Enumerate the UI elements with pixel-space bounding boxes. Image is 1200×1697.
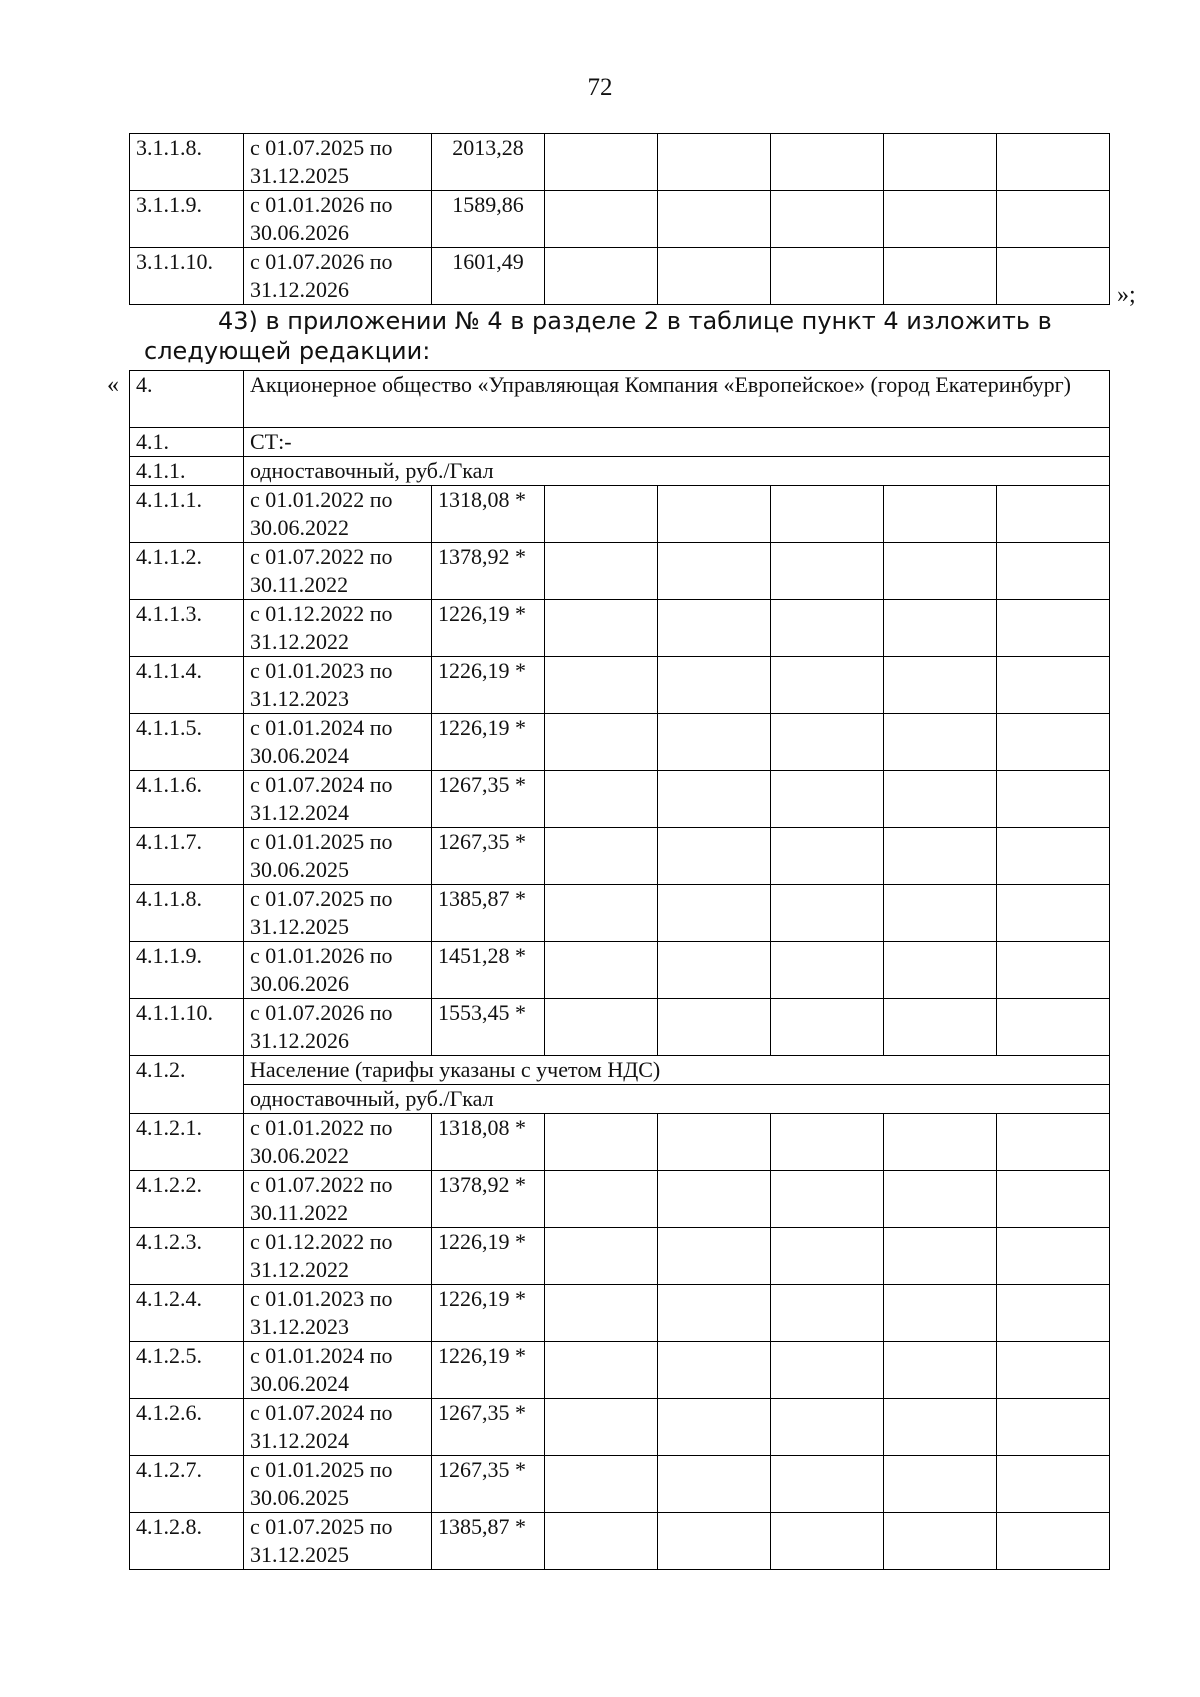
empty-cell bbox=[658, 1342, 771, 1399]
empty-cell bbox=[545, 1114, 658, 1171]
empty-cell bbox=[545, 1399, 658, 1456]
empty-cell bbox=[771, 134, 884, 191]
row-code: 4.1.1.10. bbox=[130, 999, 244, 1056]
subsection-row bbox=[130, 1085, 1110, 1114]
subsection-label: одноставочный, руб./Гкал bbox=[244, 1085, 1110, 1114]
empty-cell bbox=[997, 1114, 1110, 1171]
row-code: 3.1.1.8. bbox=[130, 134, 244, 191]
row-code: 4.1.1.2. bbox=[130, 543, 244, 600]
empty-cell bbox=[884, 248, 997, 305]
empty-cell bbox=[545, 1342, 658, 1399]
empty-cell bbox=[658, 600, 771, 657]
empty-cell bbox=[545, 828, 658, 885]
empty-cell bbox=[884, 771, 997, 828]
subsection-row bbox=[130, 457, 1110, 486]
row-value: 1226,19 * bbox=[432, 1285, 545, 1342]
row-period: с 01.07.2025 по 31.12.2025 bbox=[244, 1513, 432, 1570]
empty-cell bbox=[997, 885, 1110, 942]
empty-cell bbox=[884, 1285, 997, 1342]
tariff-row bbox=[130, 486, 1110, 543]
empty-cell bbox=[884, 1342, 997, 1399]
row-period: с 01.01.2022 по 30.06.2022 bbox=[244, 486, 432, 543]
amendment-paragraph: 43) в приложении № 4 в разделе 2 в таблице пункт 4 изложить в следующей редакции: bbox=[144, 307, 1052, 365]
subsection-row bbox=[130, 428, 1110, 457]
empty-cell bbox=[997, 1342, 1110, 1399]
row-code: 4.1.2.4. bbox=[130, 1285, 244, 1342]
empty-cell bbox=[884, 191, 997, 248]
empty-cell bbox=[884, 1228, 997, 1285]
row-value: 1226,19 * bbox=[432, 1228, 545, 1285]
empty-cell bbox=[771, 486, 884, 543]
row-value: 1385,87 * bbox=[432, 1513, 545, 1570]
subsection-code: 4.1.2. bbox=[130, 1056, 244, 1114]
tariff-table-item-4 bbox=[129, 370, 1110, 1570]
empty-cell bbox=[771, 828, 884, 885]
row-code: 4.1.2.8. bbox=[130, 1513, 244, 1570]
empty-cell bbox=[771, 1171, 884, 1228]
empty-cell bbox=[545, 191, 658, 248]
empty-cell bbox=[658, 543, 771, 600]
empty-cell bbox=[545, 885, 658, 942]
empty-cell bbox=[997, 1228, 1110, 1285]
empty-cell bbox=[658, 999, 771, 1056]
empty-cell bbox=[884, 1171, 997, 1228]
row-value: 1378,92 * bbox=[432, 1171, 545, 1228]
row-code: 4.1.1.7. bbox=[130, 828, 244, 885]
empty-cell bbox=[997, 828, 1110, 885]
empty-cell bbox=[545, 1171, 658, 1228]
tariff-row bbox=[130, 1171, 1110, 1228]
row-period: с 01.01.2023 по 31.12.2023 bbox=[244, 1285, 432, 1342]
empty-cell bbox=[997, 657, 1110, 714]
empty-cell bbox=[997, 1513, 1110, 1570]
empty-cell bbox=[658, 191, 771, 248]
empty-cell bbox=[997, 134, 1110, 191]
row-period: с 01.07.2024 по 31.12.2024 bbox=[244, 1399, 432, 1456]
row-period: с 01.07.2026 по 31.12.2026 bbox=[244, 248, 432, 305]
tariff-row bbox=[130, 191, 1110, 248]
empty-cell bbox=[545, 1228, 658, 1285]
tariff-row bbox=[130, 942, 1110, 999]
row-value: 1267,35 * bbox=[432, 771, 545, 828]
tariff-row bbox=[130, 1285, 1110, 1342]
empty-cell bbox=[771, 1513, 884, 1570]
row-value: 1553,45 * bbox=[432, 999, 545, 1056]
section-header-row bbox=[130, 371, 1110, 428]
empty-cell bbox=[545, 1285, 658, 1342]
row-code: 4.1.2.6. bbox=[130, 1399, 244, 1456]
row-period: с 01.07.2024 по 31.12.2024 bbox=[244, 771, 432, 828]
tariff-row bbox=[130, 714, 1110, 771]
row-period: с 01.01.2024 по 30.06.2024 bbox=[244, 1342, 432, 1399]
subsection-label: Население (тарифы указаны с учетом НДС) bbox=[244, 1056, 1110, 1085]
empty-cell bbox=[658, 657, 771, 714]
row-period: с 01.07.2026 по 31.12.2026 bbox=[244, 999, 432, 1056]
row-value: 1378,92 * bbox=[432, 543, 545, 600]
row-code: 4.1.2.3. bbox=[130, 1228, 244, 1285]
empty-cell bbox=[658, 942, 771, 999]
empty-cell bbox=[997, 543, 1110, 600]
row-code: 4.1.1.6. bbox=[130, 771, 244, 828]
row-code: 4.1.1.8. bbox=[130, 885, 244, 942]
row-code: 4.1.2.5. bbox=[130, 1342, 244, 1399]
row-code: 4.1.1.9. bbox=[130, 942, 244, 999]
empty-cell bbox=[771, 600, 884, 657]
row-value: 1267,35 * bbox=[432, 1399, 545, 1456]
empty-cell bbox=[771, 543, 884, 600]
empty-cell bbox=[771, 1399, 884, 1456]
empty-cell bbox=[884, 134, 997, 191]
empty-cell bbox=[771, 191, 884, 248]
empty-cell bbox=[884, 1114, 997, 1171]
row-period: с 01.07.2022 по 30.11.2022 bbox=[244, 1171, 432, 1228]
row-period: с 01.01.2022 по 30.06.2022 bbox=[244, 1114, 432, 1171]
empty-cell bbox=[997, 248, 1110, 305]
subsection-row bbox=[130, 1056, 1110, 1085]
empty-cell bbox=[771, 1456, 884, 1513]
empty-cell bbox=[545, 657, 658, 714]
row-code: 4.1.2.2. bbox=[130, 1171, 244, 1228]
empty-cell bbox=[658, 771, 771, 828]
empty-cell bbox=[658, 1513, 771, 1570]
empty-cell bbox=[545, 771, 658, 828]
empty-cell bbox=[771, 942, 884, 999]
empty-cell bbox=[658, 134, 771, 191]
row-period: с 01.01.2025 по 30.06.2025 bbox=[244, 1456, 432, 1513]
empty-cell bbox=[545, 999, 658, 1056]
empty-cell bbox=[997, 999, 1110, 1056]
empty-cell bbox=[771, 714, 884, 771]
tariff-row bbox=[130, 1456, 1110, 1513]
tariff-row bbox=[130, 1513, 1110, 1570]
tariff-table-continued bbox=[129, 133, 1110, 305]
empty-cell bbox=[658, 714, 771, 771]
row-value: 1601,49 bbox=[432, 248, 545, 305]
tariff-row bbox=[130, 1399, 1110, 1456]
row-period: с 01.01.2023 по 31.12.2023 bbox=[244, 657, 432, 714]
empty-cell bbox=[545, 248, 658, 305]
row-code: 3.1.1.10. bbox=[130, 248, 244, 305]
row-code: 4.1.2.1. bbox=[130, 1114, 244, 1171]
empty-cell bbox=[545, 1513, 658, 1570]
empty-cell bbox=[884, 828, 997, 885]
empty-cell bbox=[658, 1228, 771, 1285]
empty-cell bbox=[997, 600, 1110, 657]
empty-cell bbox=[545, 486, 658, 543]
row-value: 1318,08 * bbox=[432, 486, 545, 543]
row-code: 3.1.1.9. bbox=[130, 191, 244, 248]
row-value: 1226,19 * bbox=[432, 714, 545, 771]
empty-cell bbox=[771, 1285, 884, 1342]
empty-cell bbox=[545, 942, 658, 999]
tariff-row bbox=[130, 1114, 1110, 1171]
tariff-row bbox=[130, 1342, 1110, 1399]
page-number: 72 bbox=[587, 74, 613, 101]
row-period: с 01.01.2024 по 30.06.2024 bbox=[244, 714, 432, 771]
empty-cell bbox=[997, 1456, 1110, 1513]
empty-cell bbox=[658, 486, 771, 543]
row-period: с 01.01.2025 по 30.06.2025 bbox=[244, 828, 432, 885]
subsection-label: СТ:- bbox=[244, 428, 1110, 457]
empty-cell bbox=[884, 885, 997, 942]
tariff-row bbox=[130, 657, 1110, 714]
empty-cell bbox=[771, 999, 884, 1056]
tariff-row bbox=[130, 1228, 1110, 1285]
row-value: 2013,28 bbox=[432, 134, 545, 191]
empty-cell bbox=[884, 1513, 997, 1570]
empty-cell bbox=[997, 1399, 1110, 1456]
empty-cell bbox=[997, 1171, 1110, 1228]
row-value: 1385,87 * bbox=[432, 885, 545, 942]
empty-cell bbox=[997, 714, 1110, 771]
empty-cell bbox=[997, 771, 1110, 828]
row-code: 4.1.2.7. bbox=[130, 1456, 244, 1513]
row-period: с 01.01.2026 по 30.06.2026 bbox=[244, 942, 432, 999]
row-value: 1451,28 * bbox=[432, 942, 545, 999]
empty-cell bbox=[997, 486, 1110, 543]
row-period: с 01.12.2022 по 31.12.2022 bbox=[244, 1228, 432, 1285]
row-value: 1267,35 * bbox=[432, 828, 545, 885]
subsection-label: одноставочный, руб./Гкал bbox=[244, 457, 1110, 486]
empty-cell bbox=[884, 1456, 997, 1513]
row-value: 1267,35 * bbox=[432, 1456, 545, 1513]
empty-cell bbox=[658, 1285, 771, 1342]
empty-cell bbox=[545, 134, 658, 191]
row-code: 4.1.1.3. bbox=[130, 600, 244, 657]
empty-cell bbox=[771, 248, 884, 305]
tariff-row bbox=[130, 999, 1110, 1056]
empty-cell bbox=[545, 600, 658, 657]
empty-cell bbox=[884, 714, 997, 771]
empty-cell bbox=[997, 1285, 1110, 1342]
empty-cell bbox=[997, 191, 1110, 248]
tariff-row bbox=[130, 885, 1110, 942]
empty-cell bbox=[884, 600, 997, 657]
row-value: 1226,19 * bbox=[432, 657, 545, 714]
empty-cell bbox=[658, 1456, 771, 1513]
empty-cell bbox=[884, 543, 997, 600]
empty-cell bbox=[658, 1171, 771, 1228]
tariff-row bbox=[130, 543, 1110, 600]
row-code: 4.1.1.5. bbox=[130, 714, 244, 771]
row-period: с 01.07.2025 по 31.12.2025 bbox=[244, 885, 432, 942]
empty-cell bbox=[884, 486, 997, 543]
empty-cell bbox=[658, 248, 771, 305]
empty-cell bbox=[545, 1456, 658, 1513]
empty-cell bbox=[545, 714, 658, 771]
empty-cell bbox=[771, 657, 884, 714]
empty-cell bbox=[884, 657, 997, 714]
empty-cell bbox=[658, 1399, 771, 1456]
subsection-code: 4.1. bbox=[130, 428, 244, 457]
tariff-row bbox=[130, 600, 1110, 657]
empty-cell bbox=[884, 999, 997, 1056]
empty-cell bbox=[658, 1114, 771, 1171]
empty-cell bbox=[771, 771, 884, 828]
empty-cell bbox=[771, 1114, 884, 1171]
closing-quote-mark: »; bbox=[1117, 282, 1136, 308]
row-code: 4.1.1.4. bbox=[130, 657, 244, 714]
row-period: с 01.07.2025 по 31.12.2025 bbox=[244, 134, 432, 191]
empty-cell bbox=[884, 1399, 997, 1456]
tariff-row bbox=[130, 771, 1110, 828]
empty-cell bbox=[658, 885, 771, 942]
row-period: с 01.12.2022 по 31.12.2022 bbox=[244, 600, 432, 657]
empty-cell bbox=[771, 885, 884, 942]
empty-cell bbox=[545, 543, 658, 600]
tariff-row bbox=[130, 134, 1110, 191]
empty-cell bbox=[771, 1228, 884, 1285]
row-code: 4.1.1.1. bbox=[130, 486, 244, 543]
empty-cell bbox=[884, 942, 997, 999]
row-value: 1226,19 * bbox=[432, 1342, 545, 1399]
organization-name: Акционерное общество «Управляющая Компания «Европейское» (город Екатеринбург) bbox=[244, 371, 1110, 428]
row-value: 1589,86 bbox=[432, 191, 545, 248]
tariff-row bbox=[130, 248, 1110, 305]
row-value: 1226,19 * bbox=[432, 600, 545, 657]
tariff-row bbox=[130, 828, 1110, 885]
row-value: 1318,08 * bbox=[432, 1114, 545, 1171]
row-period: с 01.07.2022 по 30.11.2022 bbox=[244, 543, 432, 600]
subsection-code: 4.1.1. bbox=[130, 457, 244, 486]
section-code: 4. bbox=[130, 371, 244, 428]
empty-cell bbox=[658, 828, 771, 885]
opening-quote-mark: « bbox=[107, 372, 119, 398]
row-period: с 01.01.2026 по 30.06.2026 bbox=[244, 191, 432, 248]
empty-cell bbox=[997, 942, 1110, 999]
empty-cell bbox=[771, 1342, 884, 1399]
